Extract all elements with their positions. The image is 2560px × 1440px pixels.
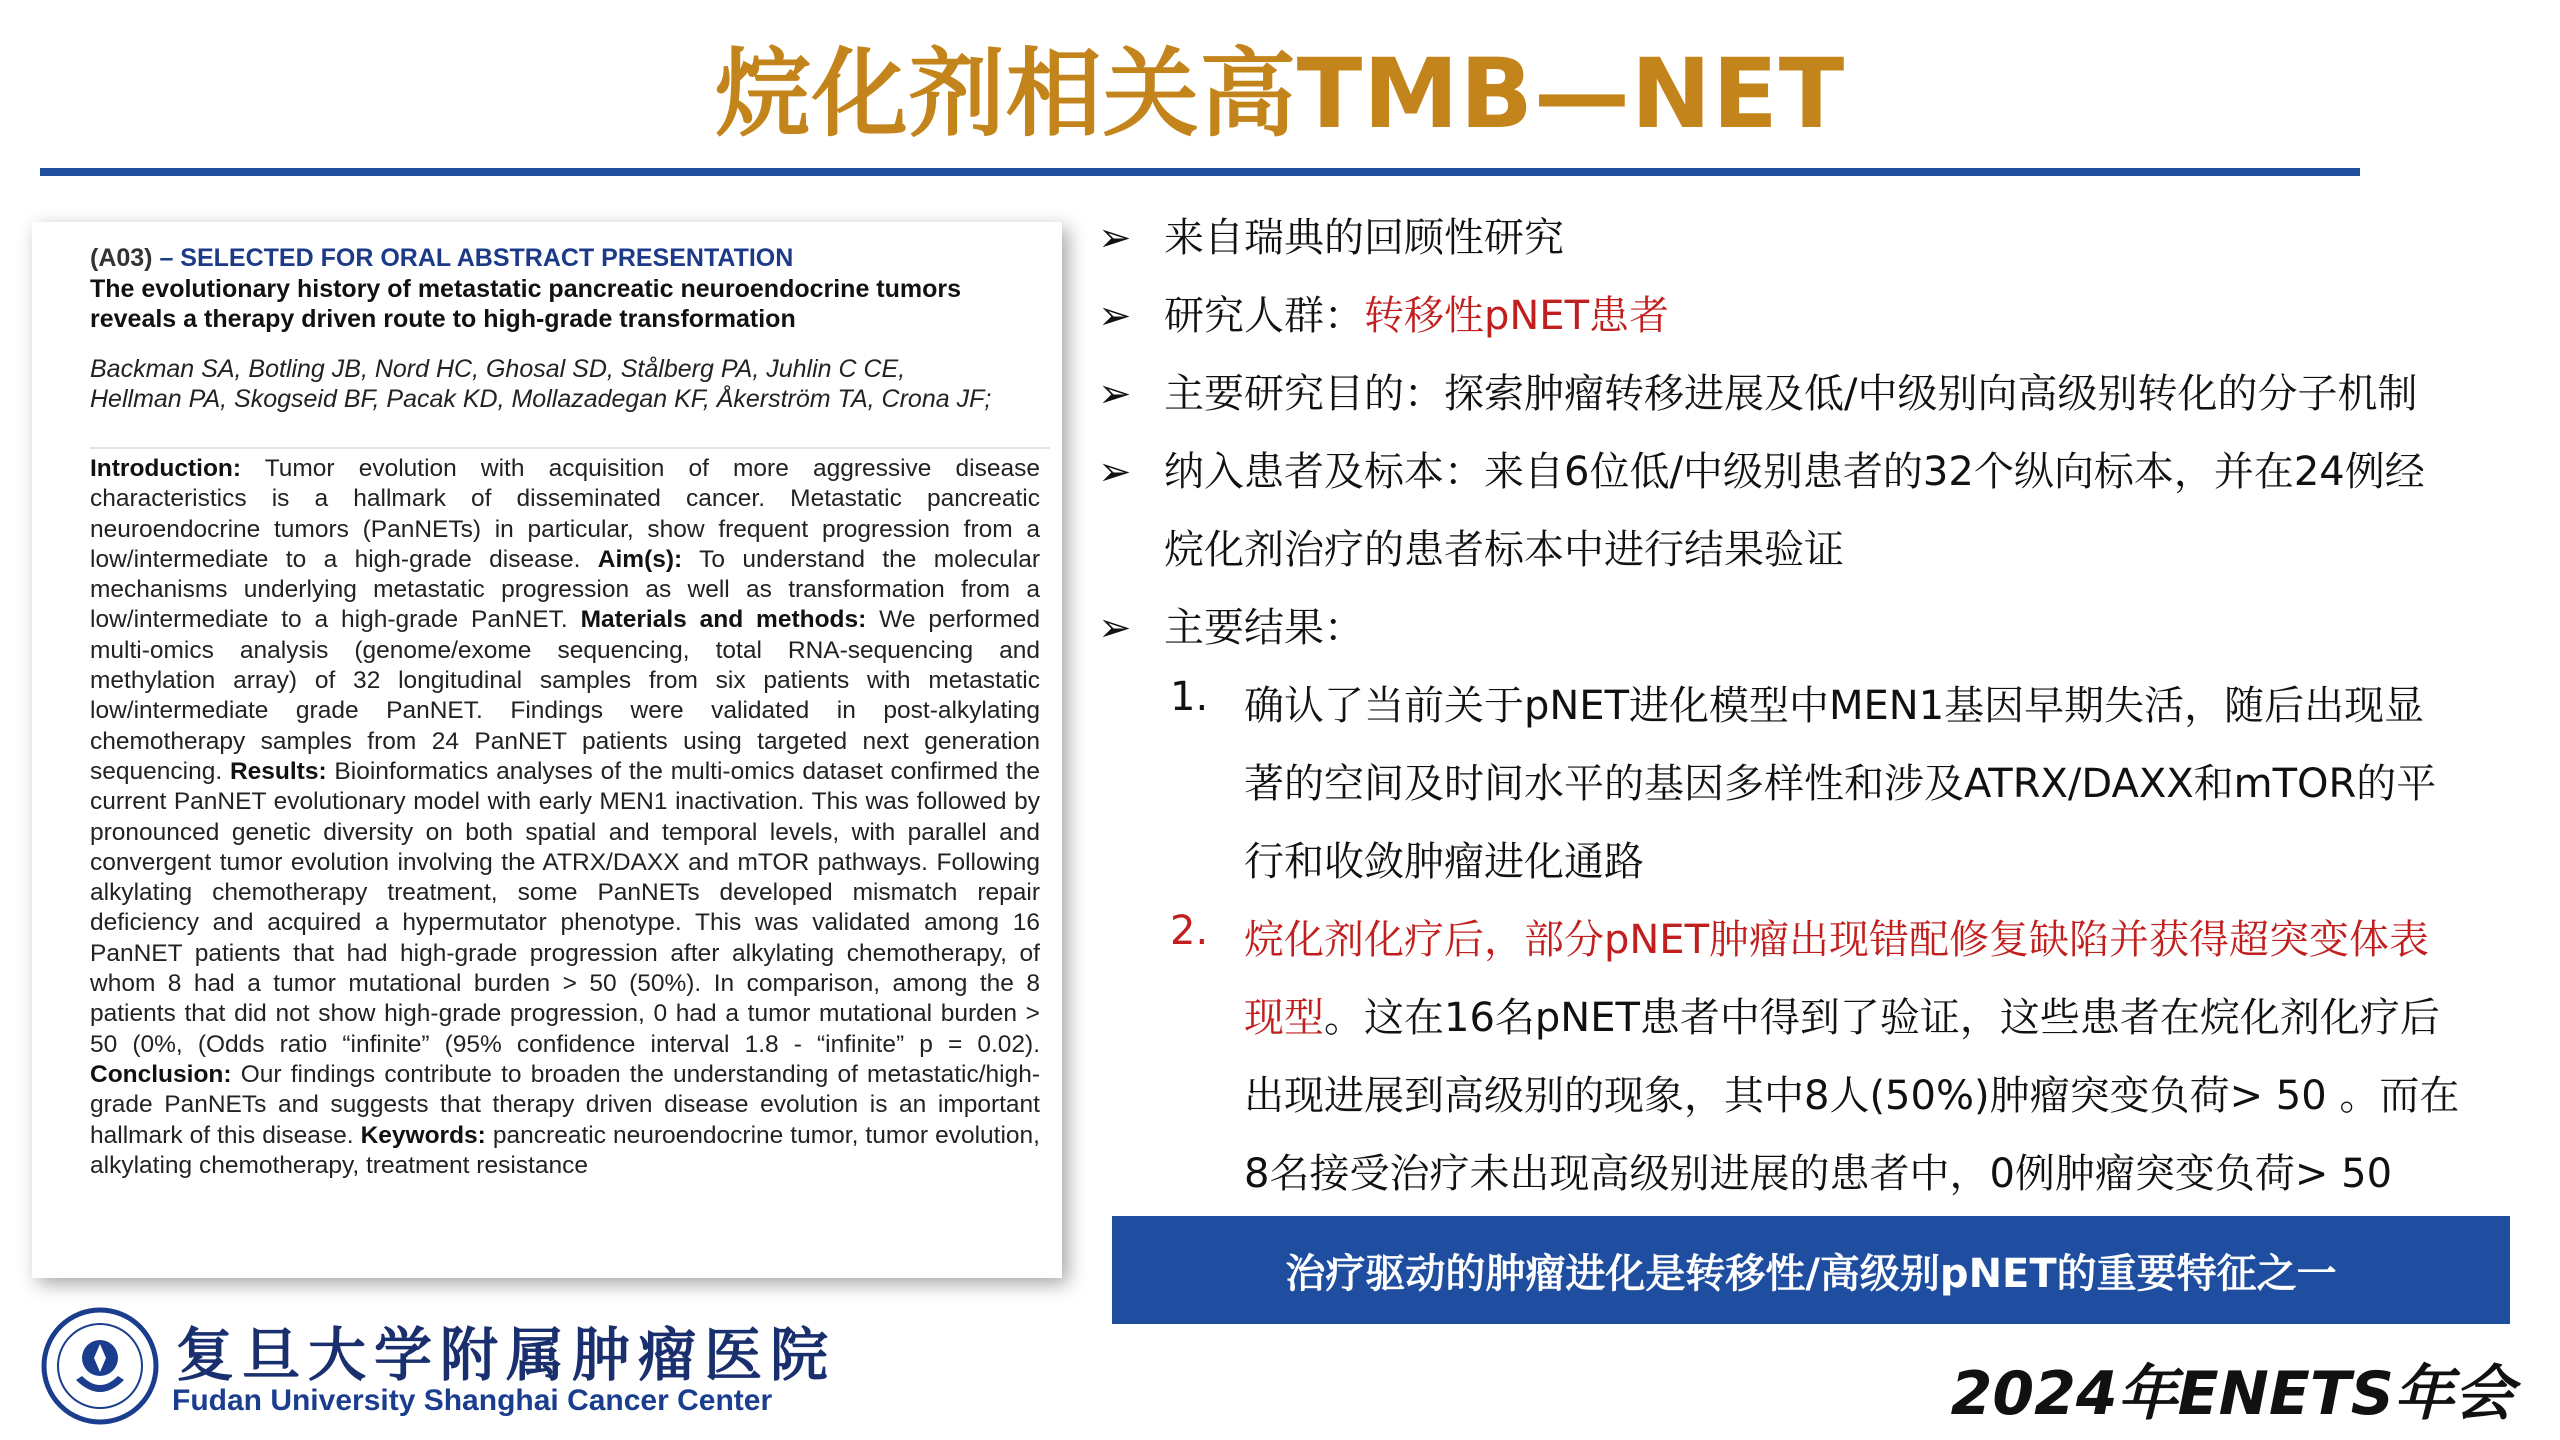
aims-label: Aim(s): [597, 545, 683, 573]
bullet-item: ➢ 主要结果： [1098, 605, 1364, 651]
conclusion-banner: 治疗驱动的肿瘤进化是转移性/高级别pNET的重要特征之一 [1112, 1216, 2510, 1324]
title-divider [40, 168, 2360, 176]
conference-label: 2024年ENETS年会 [1950, 1359, 2514, 1429]
results-text: Bioinformatics analyses of the multi-omics dataset confirmed the current PanNET evolutionary model with early MEN1 inactivation. This was followed by pronounced genetic diversity on both spatial and temporal levels, with parallel and convergent tumor evolution involving the ATRX/DAXX and mTOR pathways. Following alkylating chemotherapy treatment, some PanNETs developed mismatch repair deficiency and acquired a hypermutator phenotype. This was validated among 16 PanNET patients that had high-grade progression after alkylating chemotherapy, of whom 8 had a tumor mutational burden > 50 (50%). In comparison, among the 8 patients that did not show high-grade progression, 0 had a tumor mutational burden > 50 (0%, (Odds ratio “infinite” (95% confidence interval 1.8 - “infinite” p = 0.02). [90, 757, 1040, 1058]
abstract-title: The evolutionary history of metastatic pancreatic neuroendocrine tumors reveals a therapy driven route to high-grade transformation [90, 275, 962, 333]
bullet-item: ➢ 主要研究目的：探索肿瘤转移进展及低/中级别向高级别转化的分子机制 [1098, 371, 2418, 417]
hospital-name-cn: 复旦大学附属肿瘤医院 [176, 1321, 837, 1389]
result-number: 1. [1170, 674, 1209, 720]
bullet-item: ➢ 研究人群：转移性pNET患者 [1098, 293, 1670, 339]
conclusion-text: Our findings contribute to broaden the understanding of metastatic/high-grade PanNETs and suggests that therapy driven disease evolution is an important hallmark of this disease. [90, 1060, 1040, 1149]
result-line: 出现进展到高级别的现象，其中8人(50%)肿瘤突变负荷> 50 。而在 [1244, 1073, 2460, 1119]
methods-label: Materials and methods: [580, 606, 867, 634]
arrow-bullet-icon: ➢ [1098, 215, 1132, 261]
intro-label: Introduction: [90, 455, 242, 482]
result-line: 确认了当前关于pNET进化模型中MEN1基因早期失活，随后出现显 [1244, 683, 2425, 729]
abstract-authors: Backman SA, Botling JB, Nord HC, Ghosal SD, Stålberg PA, Juhlin C CE, Hellman PA, Skogseid BF, Pacak KD, Mollazadegan KF, Åkerström TA, Crona JF; [90, 355, 992, 413]
result-line: 行和收敛肿瘤进化通路 [1244, 839, 1644, 885]
abstract-body [90, 454, 1040, 1181]
abstract-image [32, 222, 1062, 1278]
keywords-label: Keywords: [360, 1121, 486, 1149]
abstract-separator [90, 447, 1050, 449]
abstract-section: – SELECTED FOR ORAL ABSTRACT PRESENTATION [152, 244, 794, 272]
arrow-bullet-icon: ➢ [1098, 293, 1132, 339]
arrow-bullet-icon: ➢ [1098, 605, 1132, 651]
abstract-code: (A03) [90, 244, 153, 272]
bullet-continuation: 烷化剂治疗的患者标本中进行结果验证 [1164, 527, 1844, 573]
bullet-item: ➢ 纳入患者及标本：来自6位低/中级别患者的32个纵向标本，并在24例经 [1098, 449, 2425, 495]
conclusion-label: Conclusion: [90, 1060, 232, 1088]
slide-title: 烷化剂相关高TMB—NET [714, 38, 1846, 150]
result-line: 现型。这在16名pNET患者中得到了验证，这些患者在烷化剂化疗后 [1244, 995, 2440, 1041]
arrow-bullet-icon: ➢ [1098, 371, 1132, 417]
abstract-header [90, 244, 1050, 273]
result-line: 8名接受治疗未出现高级别进展的患者中，0例肿瘤突变负荷> 50 [1244, 1151, 2393, 1197]
bullet-item: ➢ 来自瑞典的回顾性研究 [1098, 215, 1564, 261]
hospital-logo-icon [40, 1306, 160, 1426]
intro-text: Tumor evolution with acquisition of more aggressive disease characteristics is a hallmark of disseminated cancer. Metastatic pancreatic neuroendocrine tumors (PanNETs) in particular, show frequent progression from a low/intermediate to a high-grade disease. [90, 455, 1040, 573]
result-line-highlight: 烷化剂化疗后，部分pNET肿瘤出现错配修复缺陷并获得超突变体表 [1244, 917, 2430, 963]
results-label: Results: [229, 757, 327, 785]
keywords-text: pancreatic neuroendocrine tumor, tumor evolution, alkylating chemotherapy, treatment resistance [90, 1121, 1040, 1179]
study-population: 转移性pNET患者 [1364, 293, 1670, 339]
result-line: 著的空间及时间水平的基因多样性和涉及ATRX/DAXX和mTOR的平 [1244, 761, 2437, 807]
result-number: 2. [1170, 908, 1209, 954]
methods-text: We performed multi-omics analysis (genome/exome sequencing, total RNA-sequencing and methylation array) of 32 longitudinal samples from six patients with metastatic low/intermediate grade PanNET. Findings were validated in post-alkylating chemotherapy samples from 24 PanNET patients using targeted next generation sequencing. [90, 606, 1040, 785]
arrow-bullet-icon: ➢ [1098, 449, 1132, 495]
hospital-name-en: Fudan University Shanghai Cancer Center [172, 1384, 773, 1417]
aims-text: To understand the molecular mechanisms underlying metastatic progression as well as transformation from a low/intermediate to a high-grade PanNET. [90, 545, 1040, 634]
